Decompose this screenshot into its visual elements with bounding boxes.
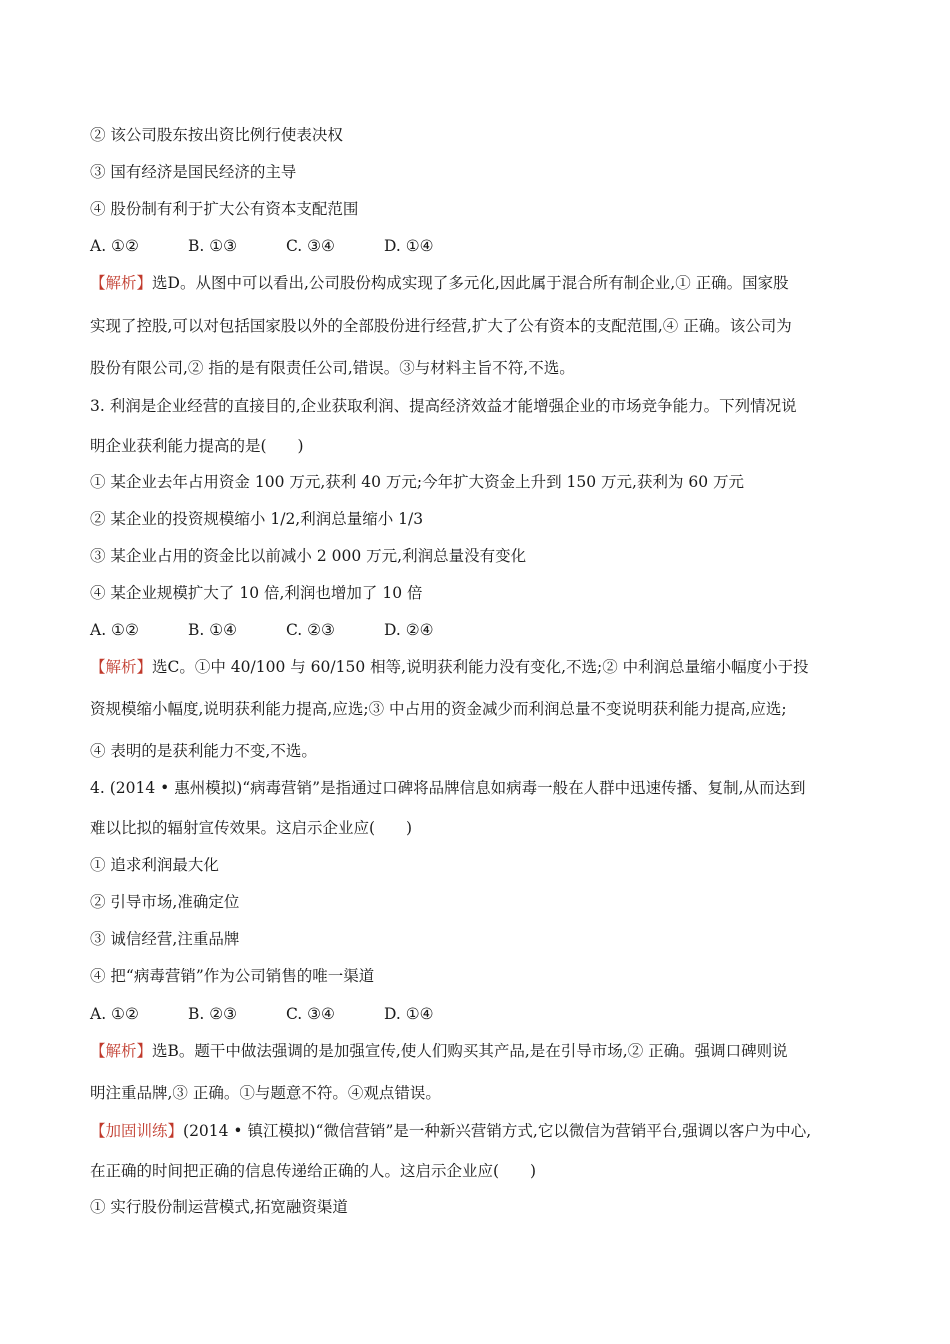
extra-training-line-2: 在正确的时间把正确的信息传递给正确的人。这启示企业应( ) bbox=[90, 1162, 537, 1180]
q3-choice-2: ② 某企业的投资规模缩小 1/2,利润总量缩小 1/3 bbox=[90, 510, 424, 528]
option-c: C. ③④ bbox=[286, 1005, 335, 1023]
q3-choice-1: ① 某企业去年占用资金 100 万元,获利 40 万元;今年扩大资金上升到 150 万元,获利为 60 万元 bbox=[90, 473, 745, 491]
option-a: A. ①② bbox=[90, 1005, 139, 1023]
q3-analysis-line-3: ④ 表明的是获利能力不变,不选。 bbox=[90, 742, 317, 760]
q4-analysis-line-1: 【解析】选B。题干中做法强调的是加强宣传,使人们购买其产品,是在引导市场,② 正确。强调口碑则说 bbox=[90, 1042, 788, 1060]
q4-analysis-line-2: 明注重品牌,③ 正确。①与题意不符。④观点错误。 bbox=[90, 1084, 441, 1102]
q4-choice-4: ④ 把“病毒营销”作为公司销售的唯一渠道 bbox=[90, 967, 375, 985]
q3-stem-line-1: 3. 利润是企业经营的直接目的,企业获取利润、提高经济效益才能增强企业的市场竞争能力。下列情况说 bbox=[90, 397, 797, 415]
extra-training-line-1: 【加固训练】(2014 • 镇江模拟)“微信营销”是一种新兴营销方式,它以微信为营销平台,强调以客户为中心, bbox=[90, 1122, 812, 1140]
q4-choice-3: ③ 诚信经营,注重品牌 bbox=[90, 930, 240, 948]
option-a: A. ①② bbox=[90, 621, 139, 639]
q2-choice-3: ③ 国有经济是国民经济的主导 bbox=[90, 163, 297, 181]
option-d: D. ①④ bbox=[384, 237, 434, 255]
q4-stem-line-1: 4. (2014 • 惠州模拟)“病毒营销”是指通过口碑将品牌信息如病毒一般在人群中迅速传播、复制,从而达到 bbox=[90, 779, 806, 797]
q4-stem-line-2: 难以比拟的辐射宣传效果。这启示企业应( ) bbox=[90, 819, 413, 837]
extra-training-tag: 【加固训练】 bbox=[90, 1122, 184, 1140]
q2-analysis-line-2: 实现了控股,可以对包括国家股以外的全部股份进行经营,扩大了公有资本的支配范围,④ 正确。该公司为 bbox=[90, 317, 792, 335]
analysis-tag: 【解析】 bbox=[90, 658, 153, 676]
option-d: D. ②④ bbox=[384, 621, 434, 639]
q4-choice-1: ① 追求利润最大化 bbox=[90, 856, 219, 874]
q2-analysis-line-1: 【解析】选D。从图中可以看出,公司股份构成实现了多元化,因此属于混合所有制企业,① 正确。国家股 bbox=[90, 274, 789, 292]
option-b: B. ①④ bbox=[188, 621, 238, 639]
option-c: C. ②③ bbox=[286, 621, 335, 639]
q4-choice-2: ② 引导市场,准确定位 bbox=[90, 893, 240, 911]
option-d: D. ①④ bbox=[384, 1005, 434, 1023]
extra-choice-1: ① 实行股份制运营模式,拓宽融资渠道 bbox=[90, 1198, 348, 1216]
q3-stem-line-2: 明企业获利能力提高的是( ) bbox=[90, 437, 304, 455]
q2-choice-4: ④ 股份制有利于扩大公有资本支配范围 bbox=[90, 200, 359, 218]
q4-options bbox=[90, 1004, 865, 1024]
option-b: B. ①③ bbox=[188, 237, 238, 255]
q3-choice-3: ③ 某企业占用的资金比以前减小 2 000 万元,利润总量没有变化 bbox=[90, 547, 527, 565]
q2-analysis-line-3: 股份有限公司,② 指的是有限责任公司,错误。③与材料主旨不符,不选。 bbox=[90, 359, 575, 377]
option-a: A. ①② bbox=[90, 237, 139, 255]
q2-options bbox=[90, 236, 865, 256]
q2-choice-2: ② 该公司股东按出资比例行使表决权 bbox=[90, 126, 343, 144]
option-c: C. ③④ bbox=[286, 237, 335, 255]
analysis-tag: 【解析】 bbox=[90, 1042, 153, 1060]
q3-choice-4: ④ 某企业规模扩大了 10 倍,利润也增加了 10 倍 bbox=[90, 584, 423, 602]
analysis-tag: 【解析】 bbox=[90, 274, 153, 292]
option-b: B. ②③ bbox=[188, 1005, 238, 1023]
q3-options bbox=[90, 620, 865, 640]
q3-analysis-line-2: 资规模缩小幅度,说明获利能力提高,应选;③ 中占用的资金减少而利润总量不变说明获利能力提高,应选; bbox=[90, 700, 787, 718]
q3-analysis-line-1: 【解析】选C。①中 40/100 与 60/150 相等,说明获利能力没有变化,不选;② 中利润总量缩小幅度小于投 bbox=[90, 658, 809, 676]
